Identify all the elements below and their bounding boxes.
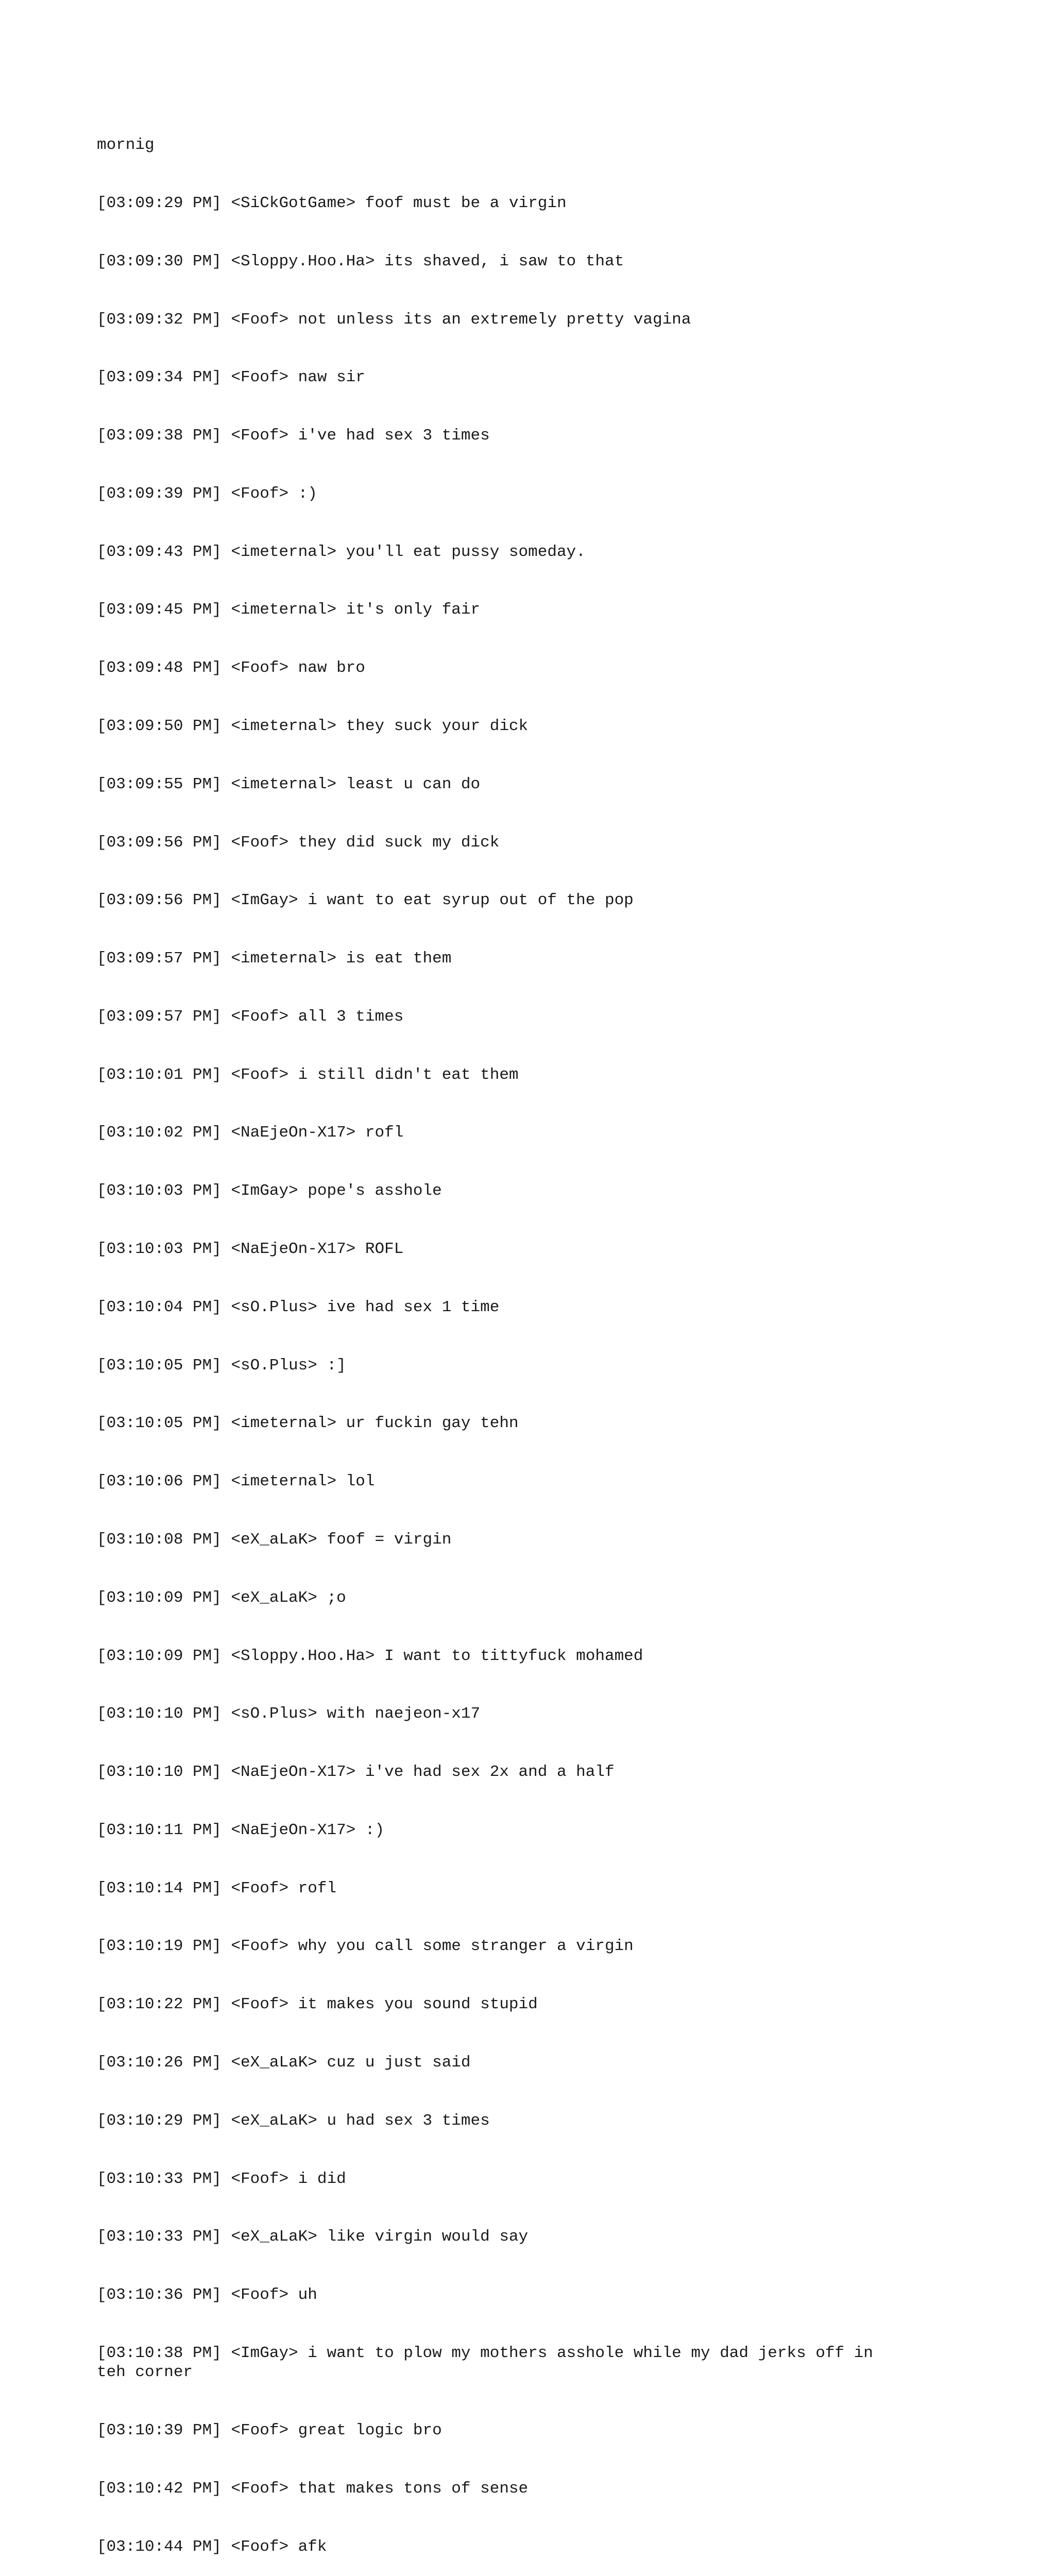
chat-log bbox=[97, 97, 973, 2576]
log-line: [03:10:22 PM] <Foof> it makes you sound stupid bbox=[97, 1995, 538, 2014]
log-line: [03:10:05 PM] <sO.Plus> :] bbox=[97, 1356, 346, 1375]
log-line: [03:10:06 PM] <imeternal> lol bbox=[97, 1472, 375, 1491]
log-line: [03:10:09 PM] <eX_aLaK> ;o bbox=[97, 1588, 346, 1607]
log-line: [03:10:26 PM] <eX_aLaK> cuz u just said bbox=[97, 2053, 471, 2072]
log-line: [03:09:32 PM] <Foof> not unless its an extremely pretty vagina bbox=[97, 310, 691, 329]
log-line: [03:09:56 PM] <Foof> they did suck my dick bbox=[97, 833, 500, 852]
log-line: [03:10:39 PM] <Foof> great logic bro bbox=[97, 2421, 442, 2440]
log-line: [03:10:04 PM] <sO.Plus> ive had sex 1 time bbox=[97, 1298, 500, 1316]
log-line: [03:10:36 PM] <Foof> uh bbox=[97, 2286, 317, 2304]
log-line: [03:10:38 PM] <ImGay> i want to plow my mothers asshole while my dad jerks off in teh corner bbox=[97, 2344, 873, 2382]
log-line: [03:10:42 PM] <Foof> that makes tons of sense bbox=[97, 2480, 529, 2498]
log-line: [03:10:14 PM] <Foof> rofl bbox=[97, 1879, 337, 1897]
log-line: [03:10:44 PM] <Foof> afk bbox=[97, 2537, 327, 2556]
log-line: [03:10:10 PM] <sO.Plus> with naejeon-x17 bbox=[97, 1705, 481, 1723]
log-line: [03:10:09 PM] <Sloppy.Hoo.Ha> I want to tittyfuck mohamed bbox=[97, 1647, 643, 1665]
log-line: [03:10:03 PM] <NaEjeOn-X17> ROFL bbox=[97, 1240, 404, 1259]
log-line: [03:10:05 PM] <imeternal> ur fuckin gay tehn bbox=[97, 1414, 519, 1433]
log-line: [03:10:33 PM] <Foof> i did bbox=[97, 2170, 346, 2188]
log-line: [03:09:29 PM] <SiCkGotGame> foof must be a virgin bbox=[97, 194, 567, 212]
log-line: [03:10:01 PM] <Foof> i still didn't eat them bbox=[97, 1065, 519, 1084]
log-line: [03:09:30 PM] <Sloppy.Hoo.Ha> its shaved, i saw to that bbox=[97, 252, 624, 270]
log-line: [03:10:11 PM] <NaEjeOn-X17> :) bbox=[97, 1821, 385, 1839]
log-line: [03:09:56 PM] <ImGay> i want to eat syrup out of the pop bbox=[97, 891, 634, 910]
log-line: [03:09:48 PM] <Foof> naw bro bbox=[97, 659, 365, 677]
log-line: [03:09:43 PM] <imeternal> you'll eat pussy someday. bbox=[97, 543, 586, 561]
log-line: mornig bbox=[97, 136, 155, 155]
log-line: [03:09:38 PM] <Foof> i've had sex 3 times bbox=[97, 427, 490, 445]
log-line: [03:09:45 PM] <imeternal> it's only fair bbox=[97, 601, 481, 619]
log-line: [03:09:57 PM] <imeternal> is eat them bbox=[97, 950, 452, 968]
log-line: [03:09:34 PM] <Foof> naw sir bbox=[97, 368, 365, 387]
log-line: [03:09:55 PM] <imeternal> least u can do bbox=[97, 775, 481, 793]
log-line: [03:10:19 PM] <Foof> why you call some stranger a virgin bbox=[97, 1937, 634, 1956]
log-line: [03:10:03 PM] <ImGay> pope's asshole bbox=[97, 1182, 442, 1200]
log-line: [03:10:33 PM] <eX_aLaK> like virgin would say bbox=[97, 2228, 529, 2246]
log-line: [03:10:02 PM] <NaEjeOn-X17> rofl bbox=[97, 1124, 404, 1142]
log-line: [03:09:39 PM] <Foof> :) bbox=[97, 484, 317, 503]
log-line: [03:09:57 PM] <Foof> all 3 times bbox=[97, 1007, 404, 1026]
log-line: [03:10:10 PM] <NaEjeOn-X17> i've had sex 2x and a half bbox=[97, 1763, 615, 1782]
log-line: [03:09:50 PM] <imeternal> they suck your dick bbox=[97, 717, 529, 735]
log-line: [03:10:08 PM] <eX_aLaK> foof = virgin bbox=[97, 1530, 452, 1549]
log-line: [03:10:29 PM] <eX_aLaK> u had sex 3 times bbox=[97, 2111, 490, 2130]
